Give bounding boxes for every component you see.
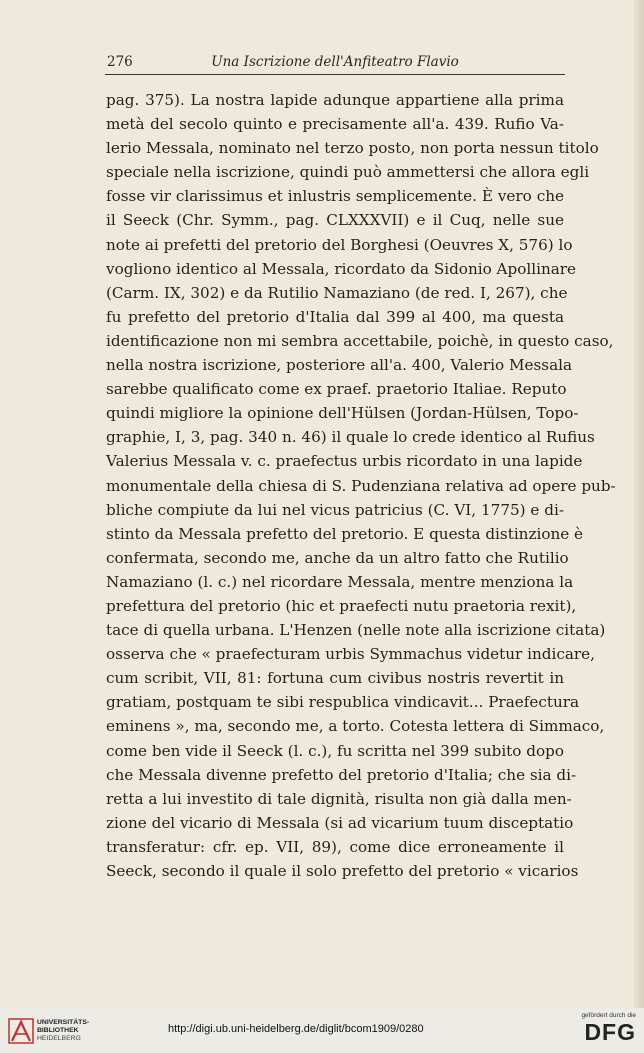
- text-line: stinto da Messala prefetto del pretorio. E questa distinzione è: [106, 524, 584, 543]
- text-line: quindi migliore la opinione dell'Hülsen (Jordan-Hülsen, Topo-: [106, 404, 579, 423]
- text-line: sarebbe qualificato come ex praef. praetorio Italiae. Reputo: [106, 380, 567, 399]
- page-number: 276: [107, 54, 133, 70]
- text-line: Valerius Messala v. c. praefectus urbis ricordato in una lapide: [106, 452, 583, 471]
- text-line: vogliono identico al Messala, ricordato da Sidonio Apollinare: [106, 259, 577, 278]
- text-line: bliche compiute da lui nel vicus patricius (C. VI, 1775) e di-: [106, 500, 564, 519]
- text-line: eminens », ma, secondo me, a torto. Cotesta lettera di Simmaco,: [106, 717, 605, 736]
- body-text: [106, 88, 616, 883]
- dfg-logo: DFG: [584, 1019, 636, 1045]
- text-line: cum scribit, VII, 81: fortuna cum civibus nostris revertit in: [106, 669, 564, 688]
- text-line: che Messala divenne prefetto del pretorio d'Italia; che sia di-: [106, 765, 577, 784]
- text-line: osserva che « praefecturam urbis Symmachus videtur indicare,: [106, 645, 595, 664]
- text-line: nella nostra iscrizione, posteriore all'a. 400, Valerio Messala: [106, 356, 573, 375]
- funding-note: gefördert durch die: [581, 1012, 636, 1019]
- text-line: Namaziano (l. c.) nel ricordare Messala, mentre menziona la: [106, 572, 574, 591]
- text-line: fu prefetto del pretorio d'Italia dal 399 al 400, ma questa: [106, 307, 564, 326]
- text-line: prefettura del pretorio (hic et praefecti nutu praetoria rexit),: [106, 596, 577, 615]
- text-line: note ai prefetti del pretorio del Borghesi (Oeuvres X, 576) lo: [106, 235, 573, 254]
- text-line: come ben vide il Seeck (l. c.), fu scritta nel 399 subito dopo: [106, 741, 564, 760]
- text-line: lerio Messala, nominato nel terzo posto, non porta nessun titolo: [106, 139, 599, 158]
- text-line: transferatur: cfr. ep. VII, 89), come dice erroneamente il: [106, 837, 564, 856]
- library-name-line2: BIBLIOTHEK: [37, 1027, 79, 1034]
- permalink-url[interactable]: http://digi.ub.uni-heidelberg.de/diglit/bcom1909/0280: [168, 1023, 424, 1035]
- text-line: pag. 375). La nostra lapide adunque appartiene alla prima: [106, 91, 564, 109]
- text-line: metà del secolo quinto e precisamente all'a. 439. Rufio Va-: [106, 115, 564, 134]
- funder-logo[interactable]: [564, 1012, 636, 1045]
- text-line: graphie, I, 3, pag. 340 n. 46) il quale lo crede identico al Rufius: [106, 428, 595, 447]
- library-name[interactable]: [37, 1019, 89, 1043]
- text-line: Seeck, secondo il quale il solo prefetto del pretorio « vicarios: [106, 862, 579, 880]
- text-line: gratiam, postquam te sibi respublica vindicavit... Praefectura: [106, 693, 580, 712]
- text-line: monumentale della chiesa di S. Pudenziana relativa ad opere pub-: [106, 476, 616, 495]
- text-line: (Carm. IX, 302) e da Rutilio Namaziano (de red. I, 267), che: [106, 283, 568, 302]
- footer-bar: [0, 1008, 644, 1053]
- text-line: confermata, secondo me, anche da un altro fatto che Rutilio: [106, 548, 569, 567]
- page-edge: [634, 0, 644, 1008]
- text-line: retta a lui investito di tale dignità, risulta non già dalla men-: [106, 789, 572, 808]
- text-line: identificazione non mi sembra accettabile, poichè, in questo caso,: [106, 331, 614, 350]
- running-title: Una Iscrizione dell'Anfiteatro Flavio: [211, 54, 459, 70]
- library-logo-icon[interactable]: [8, 1017, 34, 1045]
- text-line: fosse vir clarissimus et inlustris semplicemente. È vero che: [106, 187, 564, 206]
- text-line: speciale nella iscrizione, quindi può ammettersi che allora egli: [106, 163, 590, 182]
- running-head: [105, 50, 565, 75]
- text-line: zione del vicario di Messala (si ad vicarium tuum disceptatio: [106, 813, 574, 832]
- text-line: il Seeck (Chr. Symm., pag. CLXXXVII) e il Cuq, nelle sue: [106, 211, 564, 230]
- text-line: tace di quella urbana. L'Henzen (nelle note alla iscrizione citata): [106, 621, 606, 640]
- library-name-line3: HEIDELBERG: [37, 1035, 81, 1042]
- library-name-line1: UNIVERSITÄTS-: [37, 1019, 90, 1026]
